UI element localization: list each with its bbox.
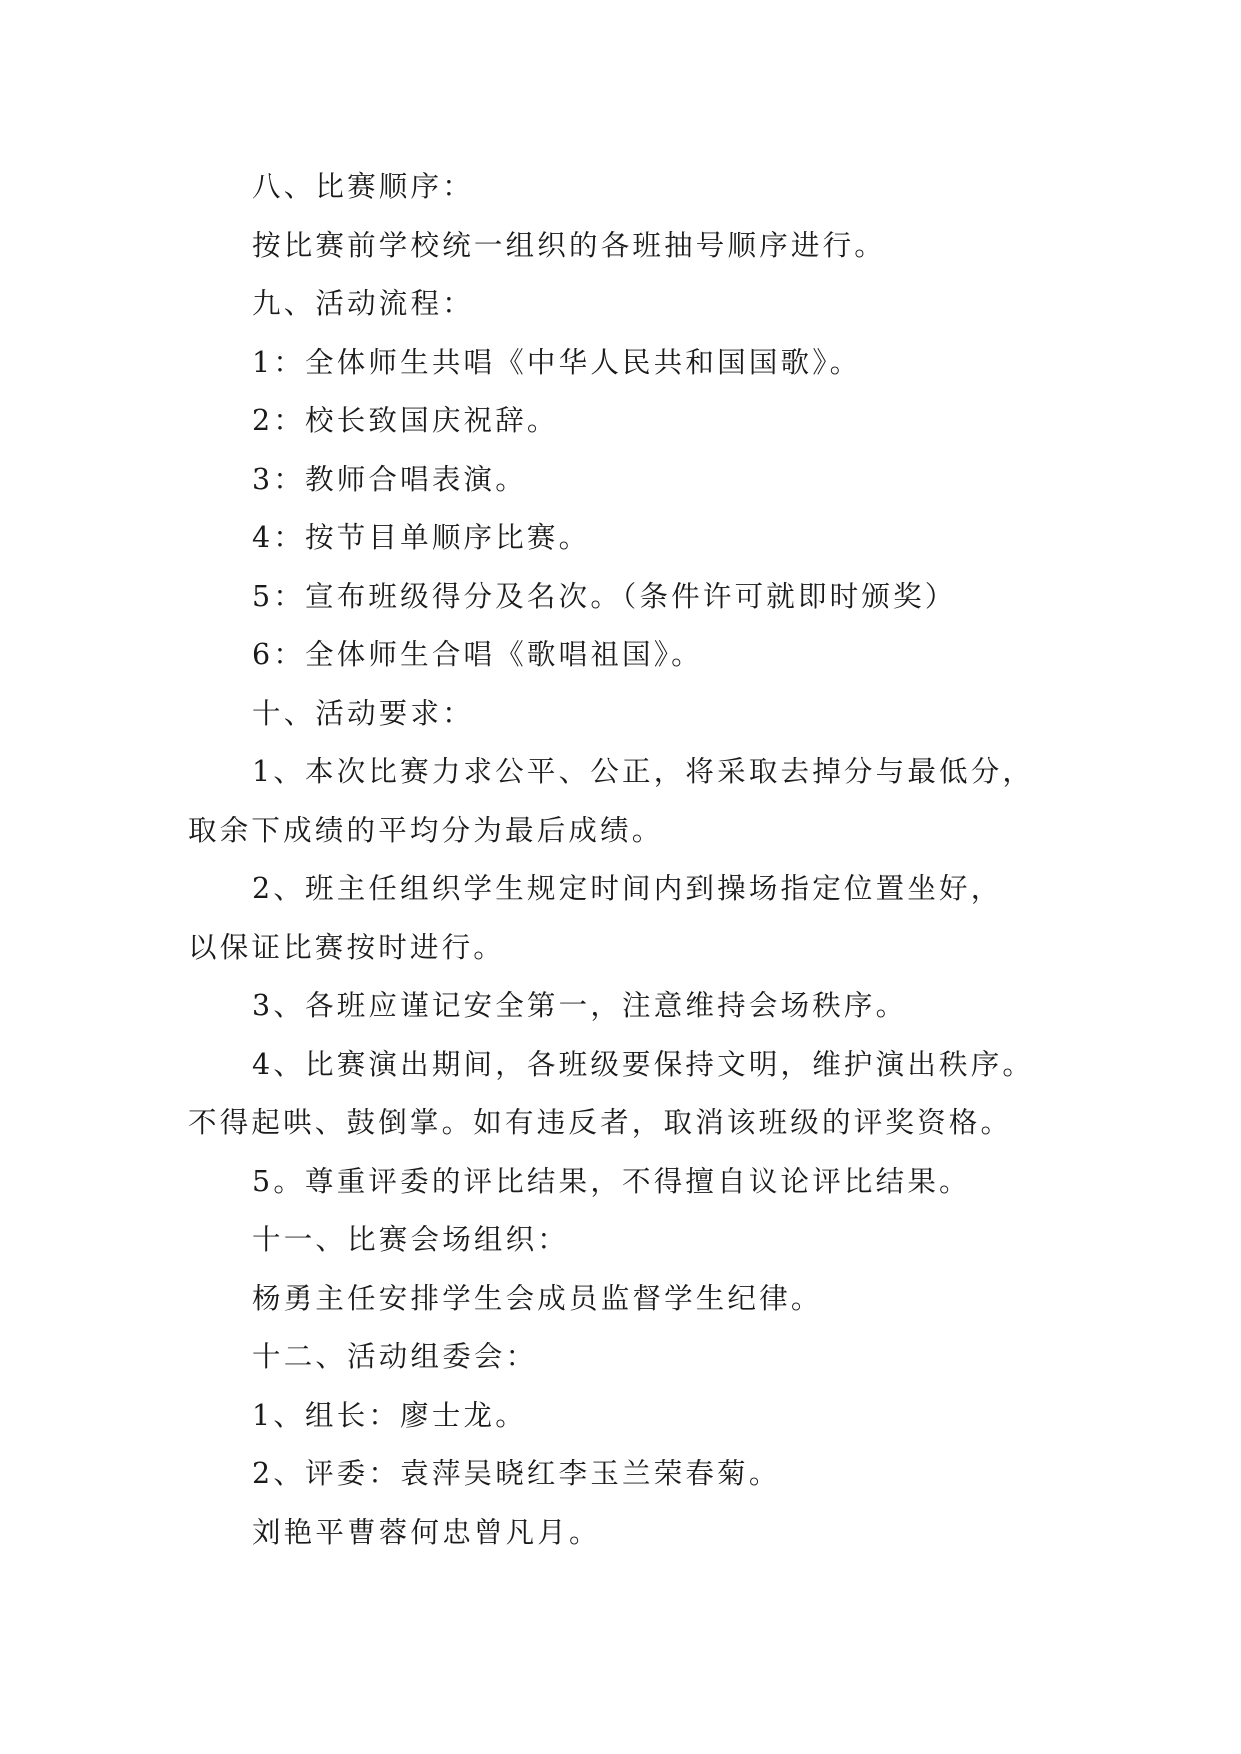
text-line: 九、活动流程： xyxy=(252,287,474,320)
text-line: 1、本次比赛力求公平、公正，将采取去掉分与最低分， xyxy=(252,755,1035,788)
text-line: 十一、比赛会场组织： xyxy=(252,1223,570,1256)
text-line: 1、组长：廖士龙。 xyxy=(252,1398,527,1432)
text-line: 八、比赛顺序： xyxy=(252,170,474,203)
text-line: 十、活动要求： xyxy=(252,696,474,730)
text-line: 十二、活动组委会： xyxy=(252,1340,538,1373)
text-line: 2、班主任组织学生规定时间内到操场指定位置坐好， xyxy=(252,872,1003,905)
text-line: 2、评委：袁萍吴晓红李玉兰荣春菊。 xyxy=(252,1457,781,1490)
text-line: 4：按节目单顺序比赛。 xyxy=(252,521,591,554)
text-line: 按比赛前学校统一组织的各班抽号顺序进行。 xyxy=(252,228,887,262)
text-line: 以保证比赛按时进行。 xyxy=(188,930,506,964)
text-line: 不得起哄、鼓倒掌。如有违反者，取消该班级的评奖资格。 xyxy=(188,1106,1013,1139)
text-line: 2：校长致国庆祝辞。 xyxy=(252,404,559,437)
text-line: 3：教师合唱表演。 xyxy=(252,462,527,496)
text-line: 刘艳平曹蓉何忠曾凡月。 xyxy=(252,1515,601,1549)
document-body xyxy=(188,158,1070,1562)
text-line: 4、比赛演出期间，各班级要保持文明，维护演出秩序。 xyxy=(252,1047,1035,1081)
text-line: 6：全体师生合唱《歌唱祖国》。 xyxy=(252,638,703,671)
text-line: 取余下成绩的平均分为最后成绩。 xyxy=(188,813,664,847)
text-line: 3、各班应谨记安全第一，注意维持会场秩序。 xyxy=(252,989,908,1022)
text-line: 杨勇主任安排学生会成员监督学生纪律。 xyxy=(252,1281,823,1315)
text-line: 1：全体师生共唱《中华人民共和国国歌》。 xyxy=(252,345,862,379)
text-line: 5。尊重评委的评比结果，不得擅自议论评比结果。 xyxy=(252,1164,971,1198)
text-line: 5：宣布班级得分及名次。（条件许可就即时颁奖） xyxy=(252,579,957,613)
